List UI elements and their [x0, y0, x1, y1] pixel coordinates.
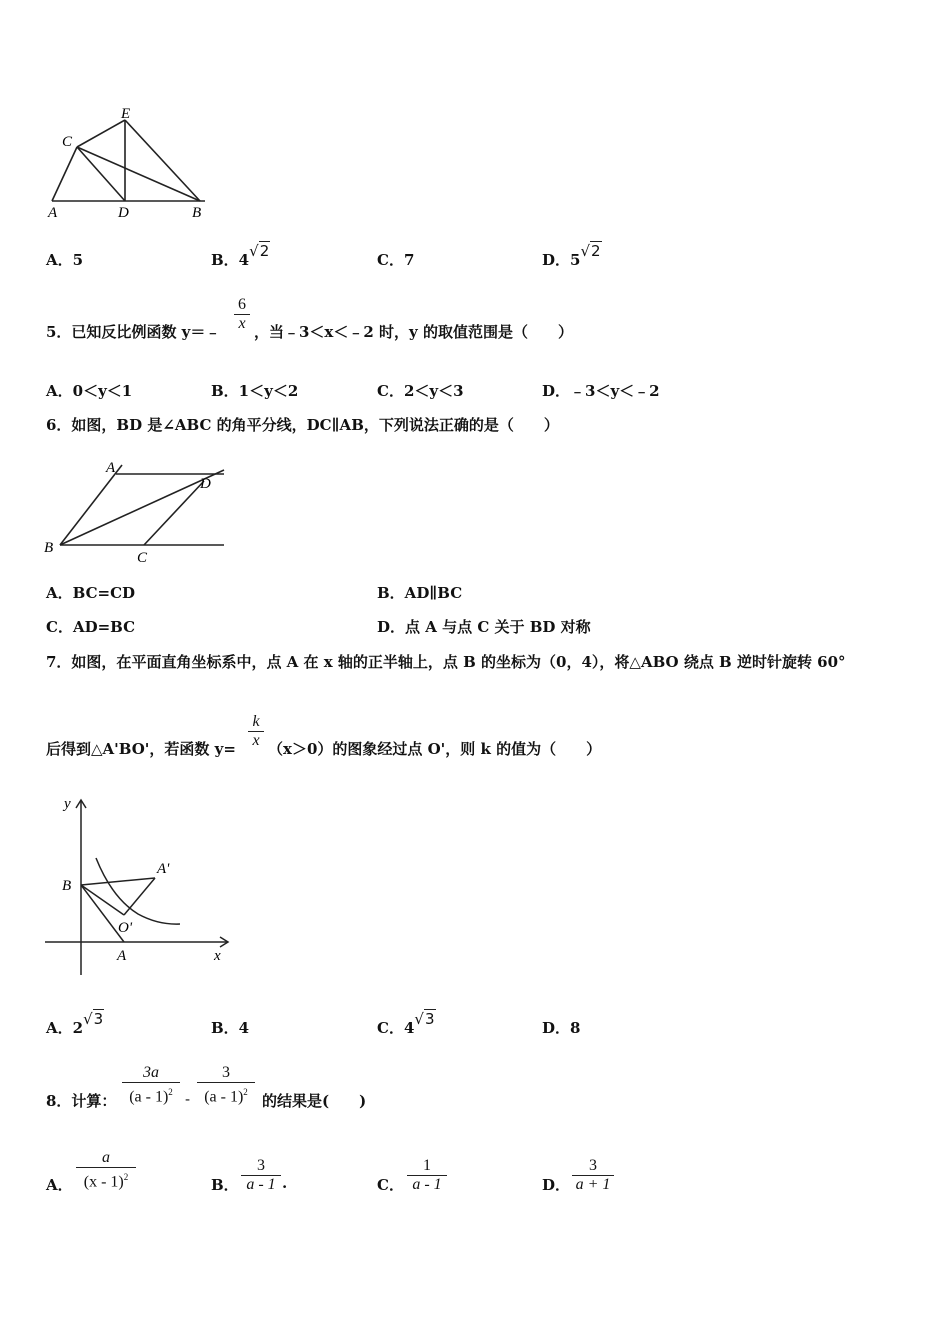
q8-minus: - — [185, 1090, 191, 1108]
sqrt-symbol: √3 — [83, 1010, 104, 1028]
q5-stem-suffix: ，当﹣3＜x＜﹣2 时，y 的取值范围是（ ） — [254, 323, 573, 341]
sqrt-symbol: √2 — [249, 242, 270, 260]
q8-stem-prefix: 8．计算： — [46, 1092, 117, 1110]
label-y: y — [64, 796, 71, 812]
q8-option-b[interactable]: B． — [211, 1176, 239, 1194]
label-b: B — [192, 205, 202, 221]
q4-option-b[interactable]: B．4√2 — [211, 242, 270, 269]
q5-option-a[interactable]: A．0＜y＜1 — [46, 382, 133, 400]
q7-option-a[interactable]: A．2√3 — [46, 1010, 104, 1037]
q8-option-b-fraction: 3 a - 1 — [241, 1157, 281, 1194]
q7-option-c[interactable]: C．4√3 — [377, 1010, 435, 1037]
q5-option-b[interactable]: B．1＜y＜2 — [211, 382, 299, 400]
q8-option-b-tail: . — [282, 1174, 288, 1192]
label-d: D — [200, 476, 211, 492]
label-o-prime: O' — [118, 920, 133, 936]
q6-option-d[interactable]: D．点 A 与点 C 关于 BD 对称 — [377, 618, 591, 636]
figure-q4 — [40, 100, 220, 225]
figure-q7 — [40, 790, 240, 975]
q7-stem-line1: 7．如图，在平面直角坐标系中，点 A 在 x 轴的正半轴上，点 B 的坐标为（0，4），将△ABO 绕点 B 逆时针旋转 60° — [46, 653, 846, 671]
label-c: C — [137, 550, 148, 566]
q4-option-d[interactable]: D．5√2 — [542, 242, 601, 269]
label-d: D — [118, 205, 129, 221]
sqrt-symbol: √2 — [580, 242, 601, 260]
q8-option-d[interactable]: D． — [542, 1176, 571, 1194]
q5-fraction: 6 x — [234, 296, 250, 333]
q8-option-a-fraction: a (x - 1)$^2$ — [76, 1149, 136, 1191]
label-x: x — [214, 948, 221, 964]
q7-fraction: k x — [248, 713, 264, 750]
sqrt-symbol: √3 — [414, 1010, 435, 1028]
q7-stem-prefix: 后得到△A'BO'，若函数 y= — [46, 740, 236, 758]
q8-fraction-1: 3a (a - 1)$^2$ — [122, 1064, 180, 1106]
q8-stem-suffix: 的结果是( ) — [262, 1092, 367, 1110]
q6-option-b[interactable]: B．AD∥BC — [377, 584, 463, 602]
label-b: B — [44, 540, 54, 556]
q8-option-c-fraction: 1 a - 1 — [407, 1157, 447, 1194]
label-a-prime: A' — [157, 861, 170, 877]
q6-stem: 6．如图，BD 是∠ABC 的角平分线，DC∥AB，下列说法正确的是（ ） — [46, 416, 559, 434]
label-e: E — [121, 106, 131, 122]
q8-option-c[interactable]: C． — [377, 1176, 404, 1194]
q8-option-a[interactable]: A． — [46, 1176, 73, 1194]
label-a: A — [106, 460, 116, 476]
q6-option-c[interactable]: C．AD=BC — [46, 618, 136, 636]
label-b: B — [62, 878, 72, 894]
label-a: A — [48, 205, 58, 221]
q4-option-c[interactable]: C．7 — [377, 251, 415, 269]
q7-option-b[interactable]: B．4 — [211, 1019, 250, 1037]
q5-option-c[interactable]: C．2＜y＜3 — [377, 382, 464, 400]
label-a: A — [117, 948, 127, 964]
q7-option-d[interactable]: D．8 — [542, 1019, 581, 1037]
q8-option-d-fraction: 3 a + 1 — [572, 1157, 614, 1194]
label-c: C — [62, 134, 73, 150]
figure-q6 — [40, 450, 230, 570]
q5-option-d[interactable]: D．﹣3＜y＜﹣2 — [542, 382, 660, 400]
q7-stem-suffix: （x＞0）的图象经过点 O'，则 k 的值为（ ） — [268, 740, 602, 758]
q8-fraction-2: 3 (a - 1)$^2$ — [197, 1064, 255, 1106]
q6-option-a[interactable]: A．BC=CD — [46, 584, 136, 602]
q5-stem-prefix: 5．已知反比例函数 y＝﹣ — [46, 323, 221, 341]
q4-option-a[interactable]: A．5 — [46, 251, 84, 269]
